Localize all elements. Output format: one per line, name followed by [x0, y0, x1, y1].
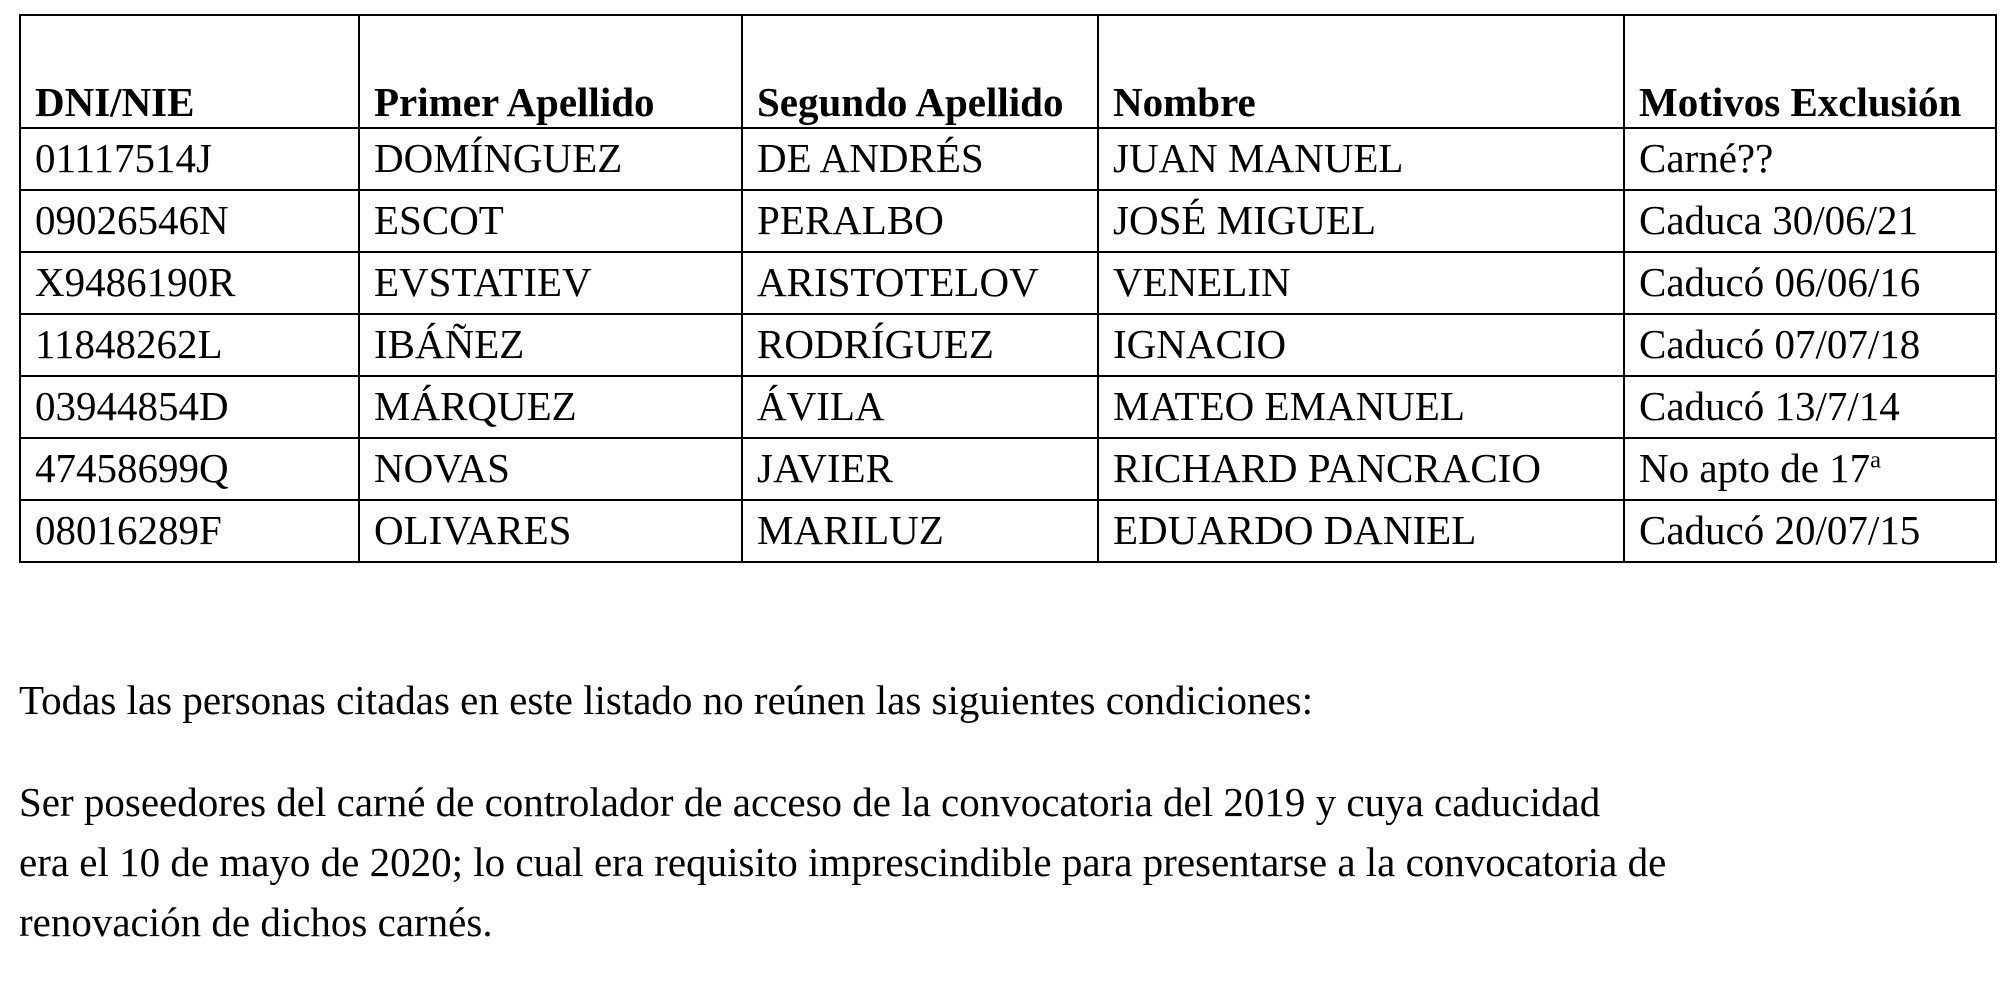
cell-nombre: JOSÉ MIGUEL [1098, 190, 1624, 252]
header-segundo-apellido: Segundo Apellido [742, 15, 1098, 128]
cell-segundo-apellido: DE ANDRÉS [742, 128, 1098, 190]
motivo-text: Caducó 07/07/18 [1639, 321, 1921, 368]
cell-segundo-apellido: JAVIER [742, 438, 1098, 500]
cell-motivo [1624, 314, 1996, 376]
cell-primer-apellido: DOMÍNGUEZ [359, 128, 742, 190]
cell-dni: 11848262L [20, 314, 359, 376]
cell-segundo-apellido: MARILUZ [742, 500, 1098, 562]
cell-motivo [1624, 252, 1996, 314]
cell-dni: 03944854D [20, 376, 359, 438]
motivo-text: Caducó 13/7/14 [1639, 383, 1900, 430]
notes-intro: Todas las personas citadas en este listado no reúnen las siguientes condiciones: [19, 677, 1313, 723]
table-row [20, 500, 1996, 562]
condition-line-1: Ser poseedores del carné de controlador de acceso de la convocatoria del 2019 y cuya caducidad [19, 779, 1601, 825]
cell-nombre: EDUARDO DANIEL [1098, 500, 1624, 562]
cell-motivo [1624, 438, 1996, 500]
table-header-row [20, 15, 1996, 128]
motivo-text: Caduca 30/06/21 [1639, 197, 1918, 244]
cell-primer-apellido: MÁRQUEZ [359, 376, 742, 438]
cell-nombre: JUAN MANUEL [1098, 128, 1624, 190]
table-row [20, 376, 1996, 438]
cell-primer-apellido: EVSTATIEV [359, 252, 742, 314]
cell-nombre: RICHARD PANCRACIO [1098, 438, 1624, 500]
cell-motivo [1624, 500, 1996, 562]
cell-dni: 47458699Q [20, 438, 359, 500]
table-row [20, 190, 1996, 252]
cell-segundo-apellido: RODRÍGUEZ [742, 314, 1098, 376]
table-row [20, 314, 1996, 376]
motivo-text: Caducó 06/06/16 [1639, 259, 1921, 306]
motivo-text: No apto de 17 [1639, 445, 1871, 492]
cell-dni: 08016289F [20, 500, 359, 562]
notes-section [19, 670, 1979, 952]
cell-nombre: VENELIN [1098, 252, 1624, 314]
cell-dni: 09026546N [20, 190, 359, 252]
header-nombre: Nombre [1098, 15, 1624, 128]
cell-nombre: IGNACIO [1098, 314, 1624, 376]
header-dni: DNI/NIE [20, 15, 359, 128]
cell-segundo-apellido: PERALBO [742, 190, 1098, 252]
header-primer-apellido: Primer Apellido [359, 15, 742, 128]
cell-motivo [1624, 190, 1996, 252]
motivo-text: Caducó 20/07/15 [1639, 507, 1921, 554]
cell-primer-apellido: OLIVARES [359, 500, 742, 562]
table-row [20, 252, 1996, 314]
cell-motivo [1624, 376, 1996, 438]
cell-motivo [1624, 128, 1996, 190]
cell-segundo-apellido: ÁVILA [742, 376, 1098, 438]
condition-text [19, 772, 1979, 952]
cell-primer-apellido: IBÁÑEZ [359, 314, 742, 376]
cell-dni: X9486190R [20, 252, 359, 314]
motivo-superscript: a [1870, 446, 1882, 474]
header-motivos: Motivos Exclusión [1624, 15, 1996, 128]
table-row [20, 438, 1996, 500]
cell-segundo-apellido: ARISTOTELOV [742, 252, 1098, 314]
table-row [20, 128, 1996, 190]
cell-primer-apellido: NOVAS [359, 438, 742, 500]
cell-nombre: MATEO EMANUEL [1098, 376, 1624, 438]
exclusion-table [19, 14, 1997, 563]
condition-line-3: renovación de dichos carnés. [19, 899, 493, 945]
cell-dni: 01117514J [20, 128, 359, 190]
cell-primer-apellido: ESCOT [359, 190, 742, 252]
condition-line-2: era el 10 de mayo de 2020; lo cual era requisito imprescindible para presentarse a la convocatoria de [19, 839, 1667, 885]
motivo-text: Carné?? [1639, 135, 1774, 182]
